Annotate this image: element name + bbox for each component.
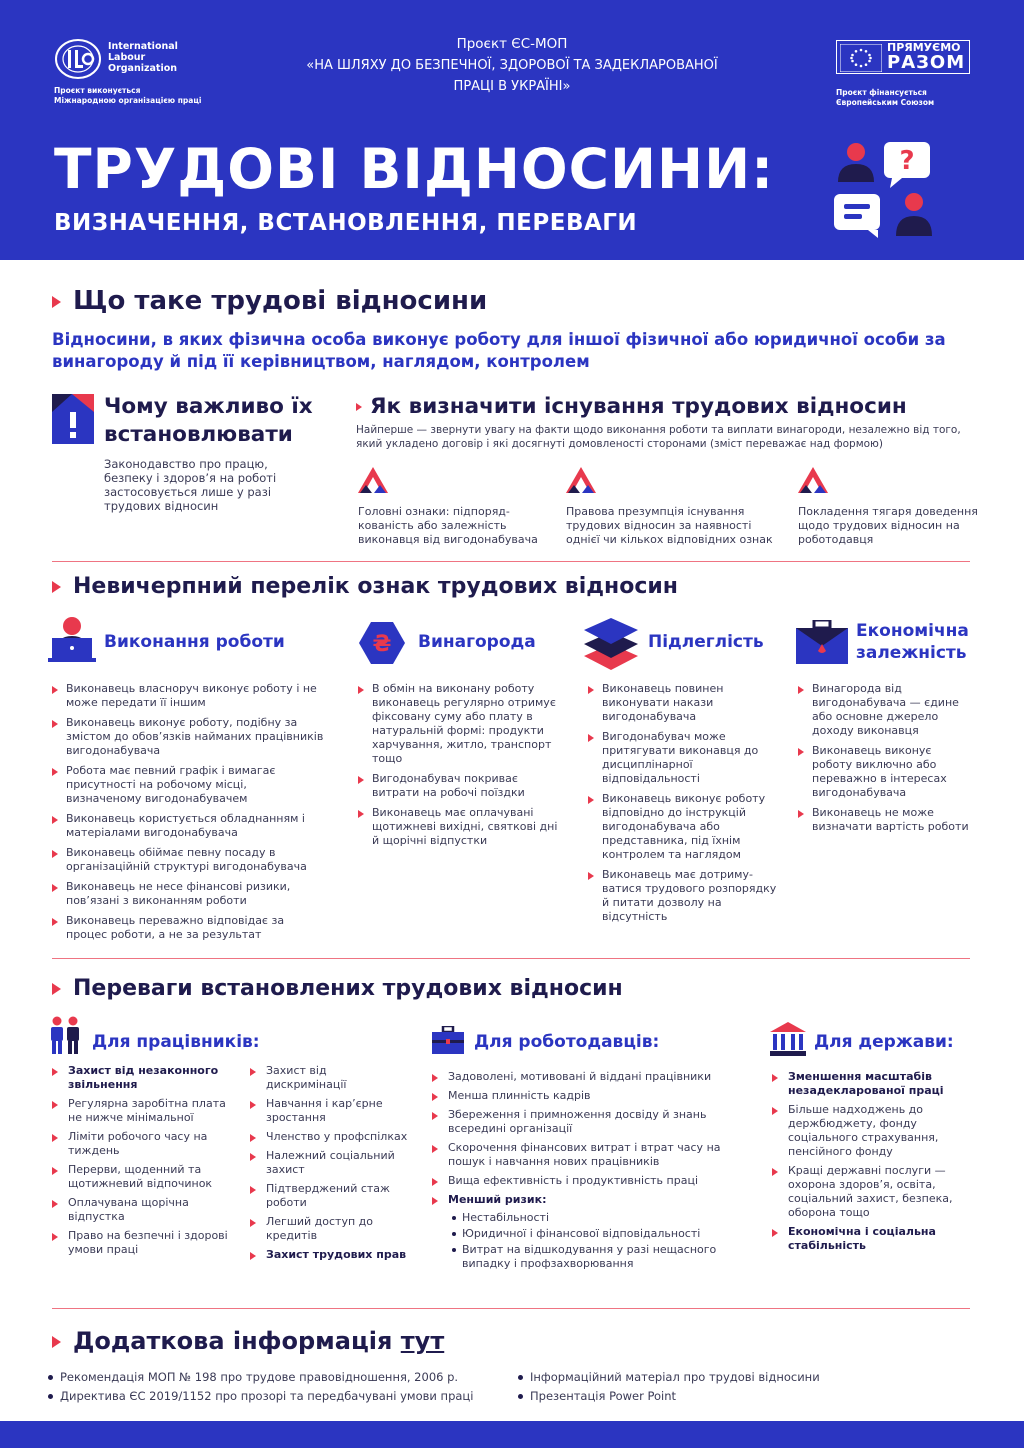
list-item: Робота має певний графік і вимагає присутності на робочому місці, визначеному вигодонабувачем	[52, 764, 324, 806]
project-name-line1: «НА ШЛЯХУ ДО БЕЗПЕЧНОЇ, ЗДОРОВОЇ ТА ЗАДЕКЛАРОВАНОЇ	[306, 58, 718, 73]
alert-document-icon	[52, 394, 94, 444]
list-item: Виконавець повинен виконувати накази вигодонабувача	[588, 682, 784, 724]
features-pay-list	[358, 682, 568, 854]
list-item: Задоволені, мотивовані й віддані працівники	[432, 1070, 742, 1084]
info-item[interactable]: Рекомендація МОП № 198 про трудове правовідношення, 2006 р.	[46, 1370, 506, 1384]
page-title: ТРУДОВІ ВІДНОСИНИ:	[54, 137, 775, 201]
list-item: Виконавець обіймає певну посаду в організаційній структурі вигодонабувача	[52, 846, 324, 874]
info-item[interactable]: Презентація Power Point	[516, 1389, 976, 1403]
advantages-heading-text: Переваги встановлених трудових відносин	[73, 976, 623, 1001]
dependence-title-line2: залежність	[856, 643, 967, 663]
info-item[interactable]: Директива ЄС 2019/1152 про прозорі та передбачувані умови праці	[46, 1389, 506, 1403]
list-item: Виконавець не може визначати вартість роботи	[798, 806, 970, 834]
list-item: Регулярна заробітна плата не нижче мінімальної	[52, 1097, 232, 1125]
workers-list-2	[250, 1064, 410, 1267]
section-arrow-icon	[52, 296, 61, 308]
laptop-worker-icon	[48, 616, 96, 664]
footer-bar	[0, 1421, 1024, 1448]
info-heading	[52, 1327, 444, 1355]
list-item: Кращі державні послуги — охорона здоров’я, освіта, соціальний захист, безпека, оборона тощо	[772, 1164, 972, 1220]
features-subordination-list	[588, 682, 784, 930]
list-item: Виконавець виконує роботу виключно або переважно в інтересах вигодонабувача	[798, 744, 970, 800]
feature-title-pay: Винагорода	[418, 632, 536, 652]
ilo-note: Проєкт виконується Міжнародною організацією праці	[54, 86, 202, 105]
list-item: Вища ефективність і продуктивність праці	[432, 1174, 742, 1188]
what-heading	[52, 286, 487, 316]
triangle-icon	[798, 467, 828, 495]
list-item: Членство у профспілках	[250, 1130, 410, 1144]
currency-coin-icon	[357, 620, 407, 666]
how-title	[356, 394, 907, 419]
info-list-left	[46, 1370, 506, 1408]
list-item: Вигодонабувач покриває витрати на робочі поїздки	[358, 772, 568, 800]
list-item: Винагорода від вигодонабувача — єдине або основне джерело доходу виконавця	[798, 682, 970, 738]
eu-text-line1: ПРЯМУЄМО	[887, 41, 961, 54]
divider	[52, 561, 970, 562]
risk-item: Витрат на відшкодування у разі нещасного випадку і профзахворювання	[448, 1243, 742, 1271]
triangle-icon	[358, 467, 388, 495]
list-item: Підтверджений стаж роботи	[250, 1182, 410, 1210]
ilo-logo[interactable]	[54, 38, 214, 118]
list-item: Оплачувана щорічна відпустка	[52, 1196, 232, 1224]
briefcase-icon	[432, 1026, 464, 1054]
project-name-line2: ПРАЦІ В УКРАЇНІ»	[453, 79, 571, 94]
section-arrow-icon	[356, 403, 362, 411]
features-heading	[52, 574, 678, 599]
info-item[interactable]: Інформаційний матеріал про трудові відносини	[516, 1370, 976, 1384]
features-work-list	[52, 682, 324, 948]
dependence-title-line1: Економічна	[856, 621, 969, 641]
divider	[52, 958, 970, 959]
list-item: Виконавець має оплачувані щотижневі вихідні, святкові дні й щорічні відпустки	[358, 806, 568, 848]
list-item: Вигодонабувач може притягувати виконавця до дисциплінарної відповідальності	[588, 730, 784, 786]
feature-title-dependence	[856, 620, 969, 664]
eu-note: Проєкт фінансується Європейським Союзом	[836, 88, 935, 107]
list-item: Право на безпечні і здорові умови праці	[52, 1229, 232, 1257]
workers-title: Для працівників:	[92, 1032, 260, 1052]
ilo-emblem-icon	[54, 38, 102, 80]
list-item: Виконавець виконує роботу, подібну за змістом до обов’язків найманих працівників вигодонабувача	[52, 716, 324, 758]
why-title: Чому важливо їх встановлювати	[104, 394, 313, 447]
list-item: Виконавець має дотриму-ватися трудового розпорядку й питати дозволу на відсутність	[588, 868, 784, 924]
briefcase-icon	[796, 620, 848, 664]
info-heading-text: Додаткова інформація	[73, 1327, 393, 1355]
how-item-2: Правова презумпція існування трудових відносин за наявності однієї чи кількох відповідних ознак	[566, 505, 773, 546]
list-item: В обмін на виконану роботу виконавець регулярно отримує фіксовану суму або плату в натуральній формі: продукти харчування, житло, транспорт тощо	[358, 682, 568, 766]
features-heading-text: Невичерпний перелік ознак трудових відносин	[73, 574, 679, 599]
list-item: Виконавець виконує роботу відповідно до інструкцій вигодонабувача або представника, під їхнім контролем та наглядом	[588, 792, 784, 862]
section-arrow-icon	[52, 1336, 61, 1348]
list-item: Виконавець власноруч виконує роботу і не може передати її іншим	[52, 682, 324, 710]
risk-label: Менший ризик:	[448, 1193, 547, 1206]
list-item	[432, 1193, 742, 1271]
list-item: Виконавець переважно відповідає за процес роботи, а не за результат	[52, 914, 324, 942]
project-title	[230, 34, 794, 97]
people-dialog-icon	[832, 138, 942, 244]
eu-logo[interactable]	[836, 40, 996, 120]
info-link[interactable]: тут	[400, 1327, 445, 1355]
how-item-3: Покладення тягаря доведення щодо трудових відносин на роботодавця	[798, 505, 978, 546]
features-dependence-list	[798, 682, 970, 840]
list-item: Захист від дискримінації	[250, 1064, 410, 1092]
page-subtitle: ВИЗНАЧЕННЯ, ВСТАНОВЛЕННЯ, ПЕРЕВАГИ	[54, 210, 638, 236]
svg-text:?: ?	[899, 146, 915, 176]
list-item: Захист від незаконного звільнення	[52, 1064, 232, 1092]
list-item: Належний соціальний захист	[250, 1149, 410, 1177]
state-list	[772, 1070, 972, 1258]
eu-logo-box	[836, 40, 970, 74]
list-item: Зменшення масштабів незадекларованої праці	[772, 1070, 972, 1098]
why-text: Законодавство про працю, безпеку і здоров’я на роботі застосовується лише у разі трудових відносин	[104, 457, 277, 513]
info-list-right	[516, 1370, 976, 1408]
project-label: Проєкт ЄС-МОП	[456, 36, 568, 52]
feature-title-work: Виконання роботи	[104, 632, 285, 652]
workers-list-1	[52, 1064, 232, 1262]
workers-icon	[48, 1016, 82, 1054]
employers-list	[432, 1070, 742, 1276]
list-item: Легший доступ до кредитів	[250, 1215, 410, 1243]
employers-title: Для роботодавців:	[474, 1032, 660, 1052]
currency-symbol: ₴	[372, 632, 392, 657]
list-item: Ліміти робочого часу на тиждень	[52, 1130, 232, 1158]
list-item: Скорочення фінансових витрат і втрат часу на пошук і навчання нових працівників	[432, 1141, 742, 1169]
list-item: Менша плинність кадрів	[432, 1089, 742, 1103]
how-text: Найперше — звернути увагу на факти щодо виконання роботи та виплати винагороди, незалежно від того, який укладено договір і які досягнуті домовленості сторонами (зміст переважає над формою)	[356, 424, 961, 450]
risk-item: Нестабільності	[448, 1211, 742, 1225]
triangle-icon	[566, 467, 596, 495]
section-arrow-icon	[52, 581, 61, 593]
risk-list	[448, 1211, 742, 1271]
feature-title-subordination: Підлеглість	[648, 632, 764, 652]
eu-text-line2: РАЗОМ	[887, 52, 966, 73]
ilo-name: International Labour Organization	[108, 41, 178, 74]
header-banner	[0, 0, 1024, 260]
list-item: Перерви, щоденний та щотижневий відпочинок	[52, 1163, 232, 1191]
list-item: Економічна і соціальна стабільність	[772, 1225, 972, 1253]
state-title: Для держави:	[814, 1032, 954, 1052]
section-arrow-icon	[52, 983, 61, 995]
list-item: Виконавець користується обладнанням і матеріалами вигодонабувача	[52, 812, 324, 840]
definition: Відносини, в яких фізична особа виконує роботу для іншої фізичної або юридичної особи за винагороду й під її керівництвом, наглядом, контролем	[52, 330, 946, 371]
list-item: Виконавець не несе фінансові ризики, пов’язані з виконанням роботи	[52, 880, 324, 908]
list-item: Захист трудових прав	[250, 1248, 410, 1262]
how-title-text: Як визначити існування трудових відносин	[370, 394, 907, 419]
how-item-1: Головні ознаки: підпоряд-кованість або залежність виконавця від вигодонабувача	[358, 505, 538, 546]
eu-flag-icon	[840, 44, 882, 72]
list-item: Більше надходжень до держбюджету, фонду соціального страхування, пенсійного фонду	[772, 1103, 972, 1159]
what-heading-text: Що таке трудові відносини	[73, 286, 488, 316]
list-item: Навчання і кар’єрне зростання	[250, 1097, 410, 1125]
advantages-heading	[52, 976, 623, 1001]
layers-icon	[584, 618, 638, 670]
risk-item: Юридичної і фінансової відповідальності	[448, 1227, 742, 1241]
government-building-icon	[770, 1022, 806, 1056]
divider	[52, 1308, 970, 1309]
list-item: Збереження і примноження досвіду й знань всередині організації	[432, 1108, 742, 1136]
